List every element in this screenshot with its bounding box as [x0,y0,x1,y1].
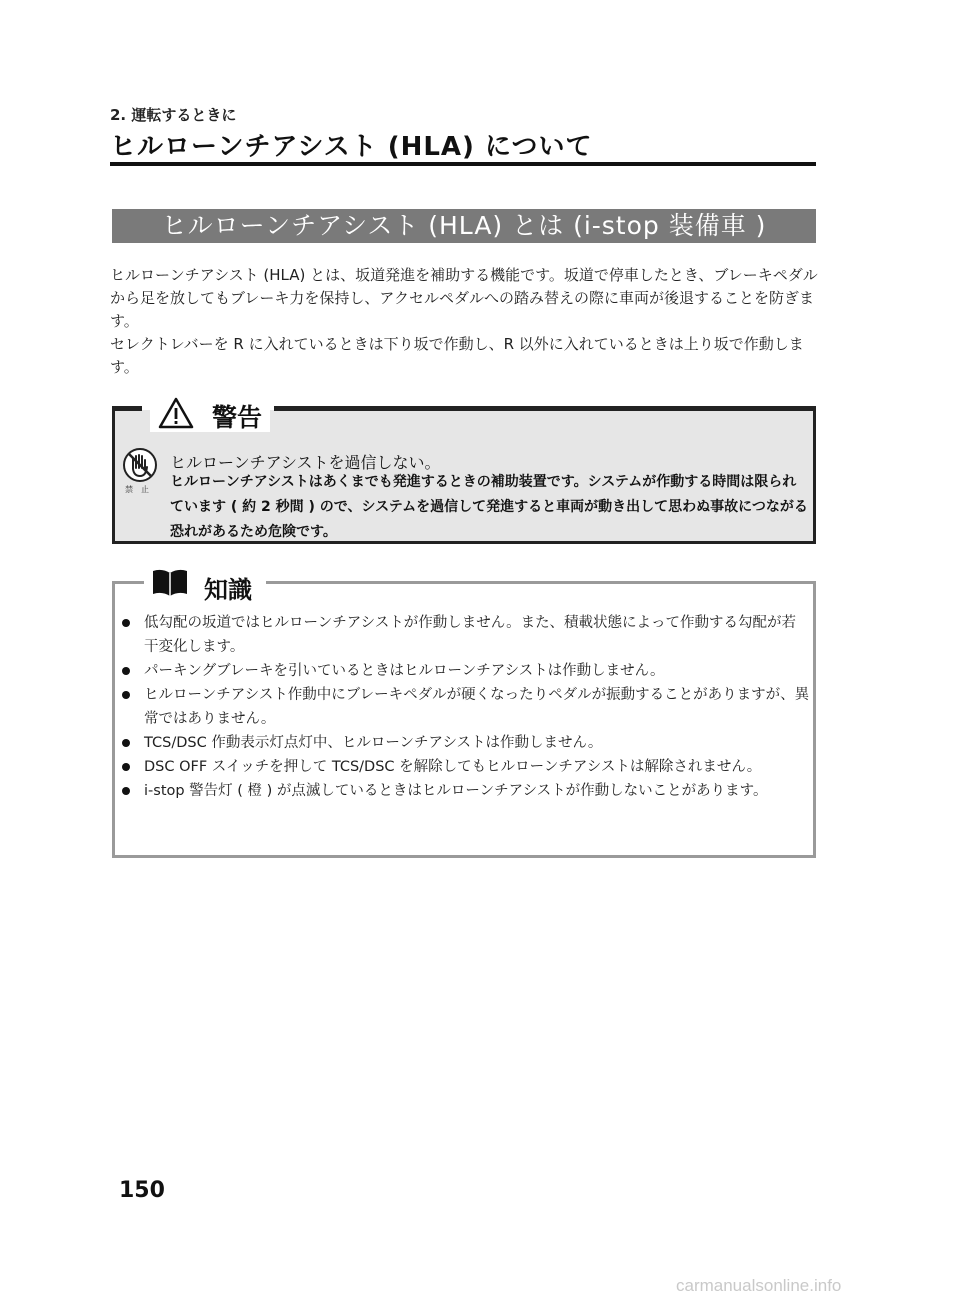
info-title: 知識 [204,576,252,604]
warning-top-rule [274,406,816,411]
warning-title: 警告 [212,403,263,432]
page-title: ヒルローンチアシスト (HLA) について [110,132,593,162]
list-item: i-stop 警告灯 ( 橙 ) が点滅しているときはヒルローンチアシストが作動しないことがあります。 [120,779,810,803]
prohibit-hand-icon [122,447,158,483]
prohibit-label: 禁止 [125,485,157,494]
list-item: パーキングブレーキを引いているときはヒルローンチアシストは作動しません。 [120,659,810,683]
book-icon [150,567,190,599]
intro-paragraph-2: セレクトレバーを R に入れているときは下り坂で作動し、R 以外に入れているときは上り坂で作動します。 [110,335,804,376]
info-list [120,611,810,803]
info-top-rule [112,581,144,584]
warning-lead: ヒルローンチアシストを過信しない。 [170,453,441,472]
caution-triangle-icon [158,397,194,429]
list-item: 低勾配の坂道ではヒルローンチアシストが作動しません。また、積載状態によって作動する勾配が若干変化します。 [120,611,810,659]
chapter-label: 2. 運転するときに [110,106,237,124]
warning-top-rule [112,406,142,411]
warning-body: ヒルローンチアシストはあくまでも発進するときの補助装置です。システムが作動する時間は限られています ( 約 2 秒間 ) ので、システムを過信して発進すると車両が動き出して思わぬ事故につながる恐れがあるため危険です。 [170,474,808,540]
list-item: ヒルローンチアシスト作動中にブレーキペダルが硬くなったりペダルが振動することがありますが、異常ではありません。 [120,683,810,731]
list-item: TCS/DSC 作動表示灯点灯中、ヒルローンチアシストは作動しません。 [120,731,810,755]
intro-text [110,264,820,379]
intro-paragraph-1: ヒルローンチアシスト (HLA) とは、坂道発進を補助する機能です。坂道で停車したとき、ブレーキペダルから足を放してもブレーキ力を保持し、アクセルペダルへの踏み替えの際に車両が後退することを防ぎます。 [110,266,818,330]
title-underline [110,162,816,166]
info-top-rule [266,581,816,584]
watermark: carmanualsonline.info [676,1276,842,1295]
subheading-bar: ヒルローンチアシスト (HLA) とは (i-stop 装備車 ) [112,209,816,243]
page-number: 150 [119,1178,165,1203]
list-item: DSC OFF スイッチを押して TCS/DSC を解除してもヒルローンチアシストは解除されません。 [120,755,810,779]
